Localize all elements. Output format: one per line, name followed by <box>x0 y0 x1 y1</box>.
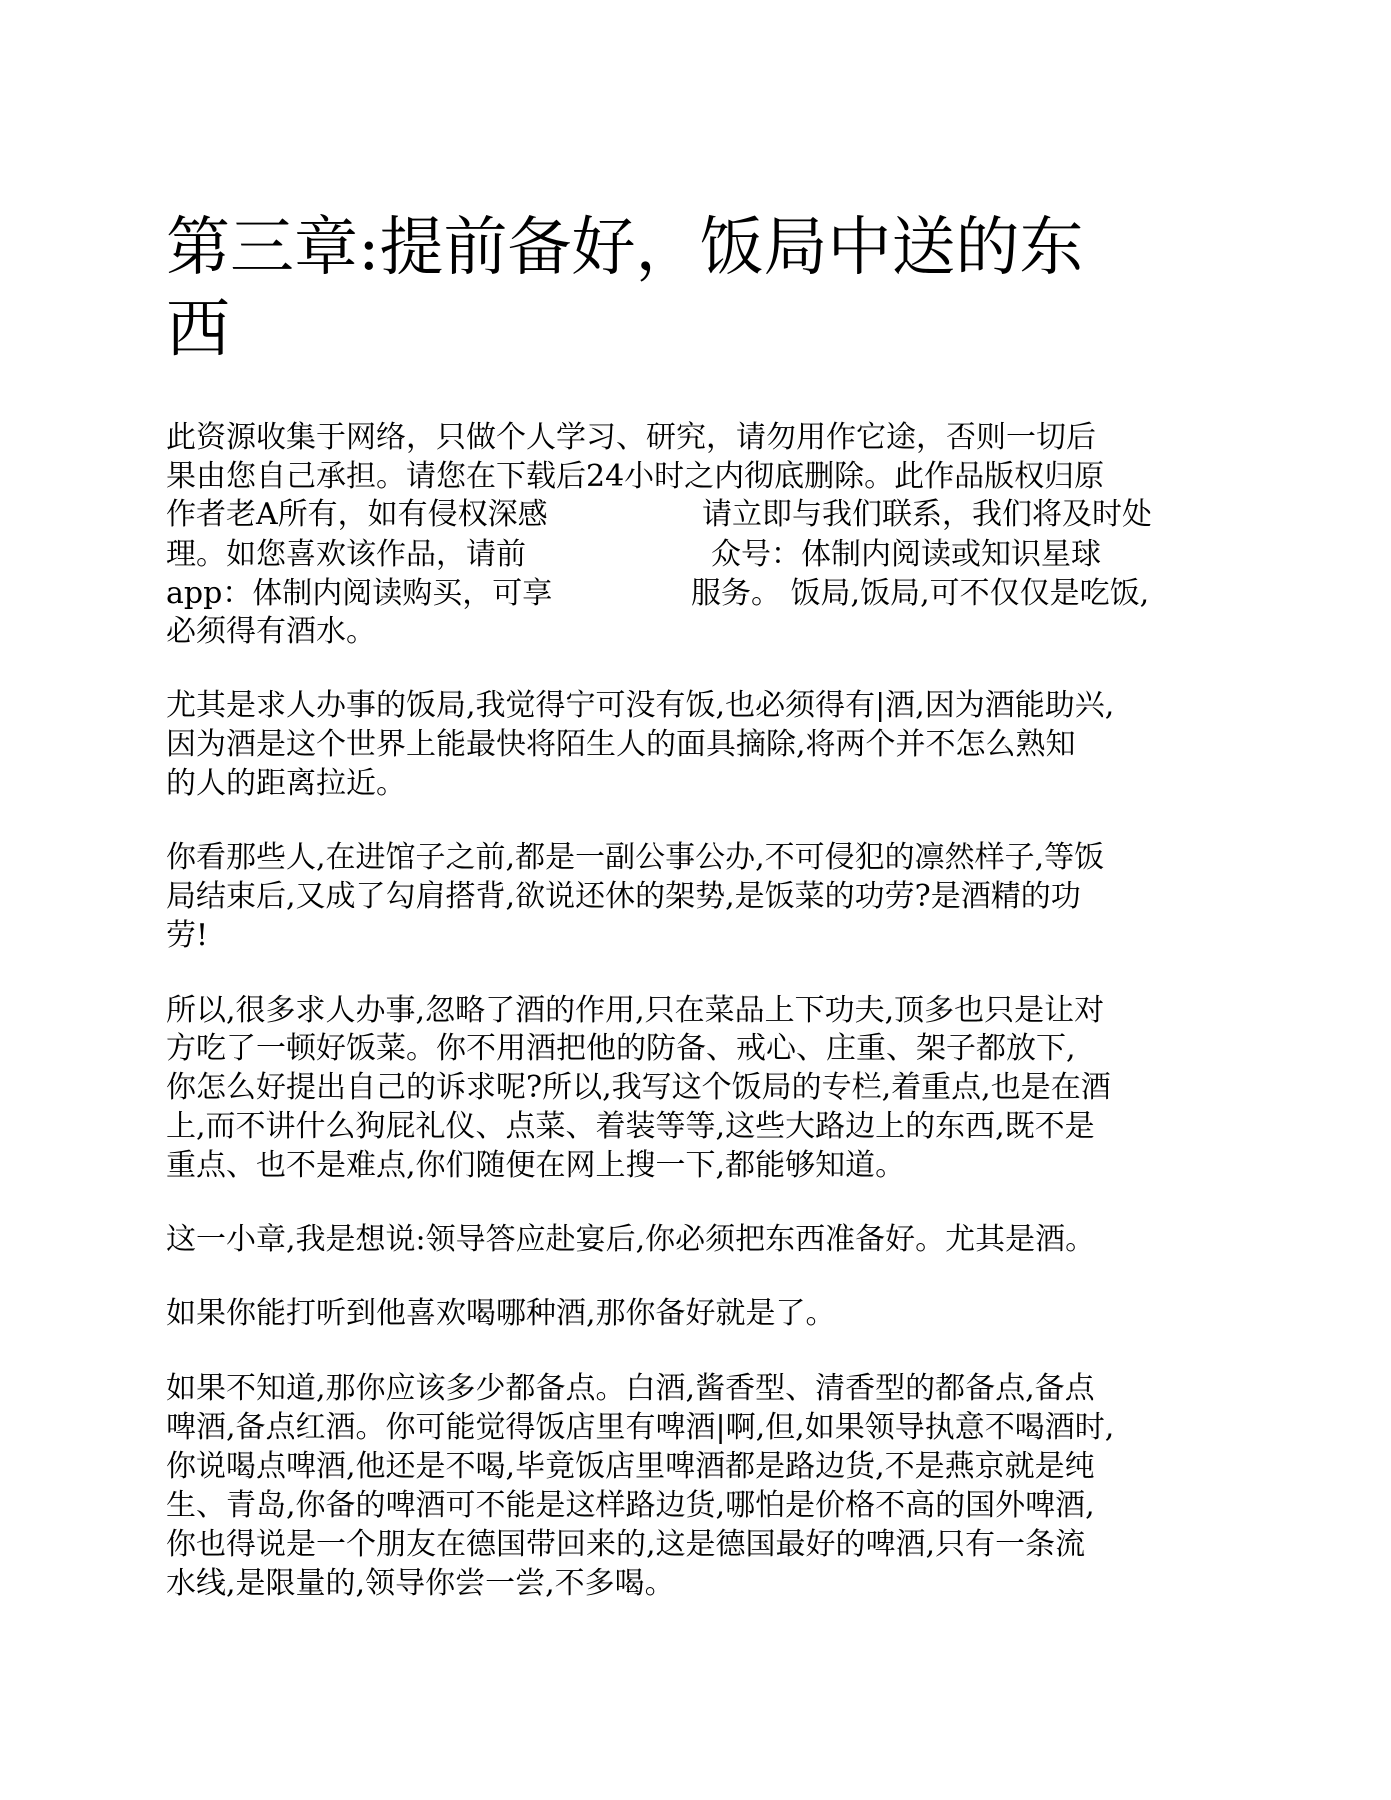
paragraph-3-line-3: 你怎么好提出自己的诉求呢?所以,我写这个饭局的专栏,着重点,也是在酒 <box>166 1070 1111 1105</box>
paragraph-3-line-4: 上,而不讲什么狗屁礼仪、点菜、着装等等,这些大路边上的东西,既不是 <box>166 1109 1095 1144</box>
paragraph-6-line-1: 如果不知道,那你应该多少都备点。白酒,酱香型、清香型的都备点,备点 <box>166 1371 1095 1406</box>
chapter-title-line-2: 西 <box>166 293 230 367</box>
disclaimer-line-4b: 众号：体制内阅读或知识星球 <box>711 537 1101 572</box>
paragraph-3-line-2: 方吃了一顿好饭菜。你不用酒把他的防备、戒心、庄重、架子都放下, <box>166 1031 1076 1066</box>
disclaimer-line-2: 果由您自己承担。请您在下载后24小时之内彻底删除。此作品版权归原 <box>166 459 1105 494</box>
chapter-title-line-1: 第三章:提前备好，饭局中送的东 <box>166 211 1084 285</box>
paragraph-4-line-1: 这一小章,我是想说:领导答应赴宴后,你必须把东西准备好。尤其是酒。 <box>166 1222 1096 1257</box>
paragraph-6-line-5: 你也得说是一个朋友在德国带回来的,这是德国最好的啤酒,只有一条流 <box>166 1527 1086 1562</box>
paragraph-3-line-1: 所以,很多求人办事,忽略了酒的作用,只在菜品上下功夫,顶多也只是让对 <box>166 993 1105 1028</box>
disclaimer-line-4a: 理。如您喜欢该作品，请前 <box>166 537 526 572</box>
paragraph-6-line-2: 啤酒,备点红酒。你可能觉得饭店里有啤酒|啊,但,如果领导执意不喝酒时, <box>166 1410 1115 1445</box>
paragraph-6-line-4: 生、青岛,你备的啤酒可不能是这样路边货,哪怕是价格不高的国外啤酒, <box>166 1488 1095 1523</box>
paragraph-2-line-3: 劳! <box>166 918 209 953</box>
disclaimer-line-3b: 请立即与我们联系，我们将及时处 <box>702 497 1152 532</box>
disclaimer-line-3a: 作者老A所有，如有侵权深感 <box>166 497 548 532</box>
paragraph-2-line-2: 局结束后,又成了勾肩搭背,欲说还休的架势,是饭菜的功劳?是酒精的功 <box>166 879 1081 914</box>
paragraph-1-line-2: 因为酒是这个世界上能最快将陌生人的面具摘除,将两个并不怎么熟知 <box>166 727 1076 762</box>
paragraph-5-line-1: 如果你能打听到他喜欢喝哪种酒,那你备好就是了。 <box>166 1296 836 1331</box>
paragraph-3-line-5: 重点、也不是难点,你们随便在网上搜一下,都能够知道。 <box>166 1148 906 1183</box>
disclaimer-line-1: 此资源收集于网络，只做个人学习、研究，请勿用作它途，否则一切后 <box>166 420 1096 455</box>
disclaimer-line-5a: app：体制内阅读购买，可享 <box>166 576 553 611</box>
paragraph-1-line-3: 的人的距离拉近。 <box>166 766 406 801</box>
paragraph-2-line-1: 你看那些人,在进馆子之前,都是一副公事公办,不可侵犯的凛然样子,等饭 <box>166 840 1105 875</box>
paragraph-6-line-6: 水线,是限量的,领导你尝一尝,不多喝。 <box>166 1566 675 1601</box>
paragraph-1-line-1: 尤其是求人办事的饭局,我觉得宁可没有饭,也必须得有|酒,因为酒能助兴, <box>166 688 1115 723</box>
disclaimer-line-6: 必须得有酒水。 <box>166 614 376 649</box>
paragraph-6-line-3: 你说喝点啤酒,他还是不喝,毕竟饭店里啤酒都是路边货,不是燕京就是纯 <box>166 1449 1095 1484</box>
disclaimer-line-5b: 服务。 饭局,饭局,可不仅仅是吃饭, <box>691 576 1150 611</box>
